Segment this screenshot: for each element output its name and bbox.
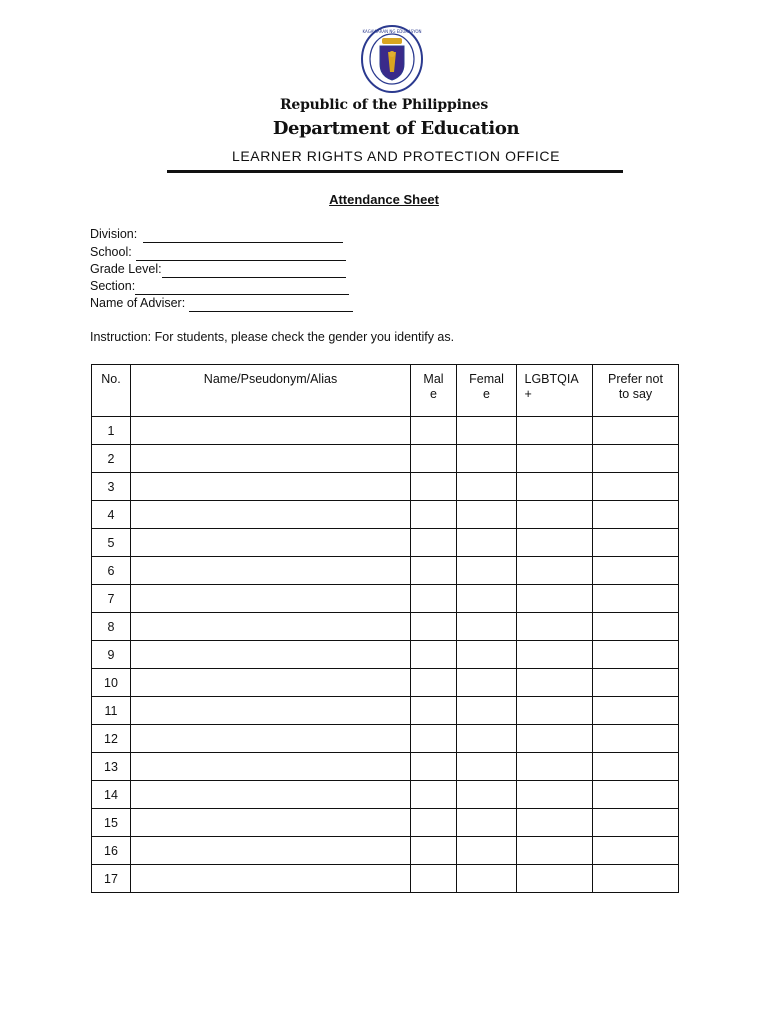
row-number-cell: 4 [92,501,131,529]
row-number-cell: 12 [92,725,131,753]
row-number-cell: 5 [92,529,131,557]
prefer-not-to-say-checkbox-cell[interactable] [593,697,679,725]
deped-seal-icon [360,24,424,94]
prefer-not-to-say-checkbox-cell[interactable] [593,641,679,669]
prefer-not-to-say-checkbox-cell[interactable] [593,781,679,809]
school-blank[interactable] [136,247,346,261]
table-row [92,641,679,669]
grade-level-blank[interactable] [162,264,346,278]
row-number-cell: 16 [92,837,131,865]
row-number-cell: 10 [92,669,131,697]
prefer-not-to-say-checkbox-cell[interactable] [593,865,679,893]
female-checkbox-cell[interactable] [457,641,517,669]
row-number-cell: 3 [92,473,131,501]
prefer-not-to-say-checkbox-cell[interactable] [593,417,679,445]
female-checkbox-cell[interactable] [457,529,517,557]
female-checkbox-cell[interactable] [457,417,517,445]
name-cell[interactable] [131,781,411,809]
row-number-cell: 7 [92,585,131,613]
prefer-not-to-say-checkbox-cell[interactable] [593,669,679,697]
instruction-text: Instruction: For students, please check the gender you identify as. [90,330,455,344]
section-field [90,278,353,295]
row-number-cell: 17 [92,865,131,893]
svg-text:KAGAWARAN NG EDUKASYON: KAGAWARAN NG EDUKASYON [362,29,422,34]
lgbtqia-checkbox-cell[interactable] [517,641,593,669]
row-number-cell: 8 [92,613,131,641]
lgbtqia-checkbox-cell[interactable] [517,781,593,809]
female-checkbox-cell[interactable] [457,725,517,753]
female-checkbox-cell[interactable] [457,753,517,781]
header-prefer-not-to-say: Prefer not to say [593,365,679,417]
division-field [90,226,353,243]
section-blank[interactable] [135,281,349,295]
prefer-not-to-say-checkbox-cell[interactable] [593,445,679,473]
lgbtqia-checkbox-cell[interactable] [517,417,593,445]
name-cell[interactable] [131,529,411,557]
female-checkbox-cell[interactable] [457,445,517,473]
name-cell[interactable] [131,445,411,473]
male-checkbox-cell[interactable] [411,529,457,557]
prefer-not-to-say-checkbox-cell[interactable] [593,501,679,529]
female-checkbox-cell[interactable] [457,473,517,501]
name-cell[interactable] [131,725,411,753]
male-checkbox-cell[interactable] [411,809,457,837]
lgbtqia-checkbox-cell[interactable] [517,613,593,641]
male-checkbox-cell[interactable] [411,641,457,669]
male-checkbox-cell[interactable] [411,865,457,893]
female-checkbox-cell[interactable] [457,613,517,641]
name-cell[interactable] [131,641,411,669]
table-row [92,529,679,557]
table-row [92,501,679,529]
header-male: Male [411,365,457,417]
department-heading: Department of Education [272,118,520,139]
grade-level-label: Grade Level: [90,261,162,276]
lgbtqia-checkbox-cell[interactable] [517,725,593,753]
male-checkbox-cell[interactable] [411,725,457,753]
section-label: Section: [90,279,136,294]
male-checkbox-cell[interactable] [411,473,457,501]
info-fields [90,226,353,312]
name-cell[interactable] [131,669,411,697]
female-checkbox-cell[interactable] [457,669,517,697]
attendance-table [91,364,679,893]
table-row [92,613,679,641]
header-female: Female [457,365,517,417]
female-checkbox-cell[interactable] [457,697,517,725]
lgbtqia-checkbox-cell[interactable] [517,669,593,697]
prefer-not-to-say-checkbox-cell[interactable] [593,753,679,781]
male-checkbox-cell[interactable] [411,613,457,641]
name-cell[interactable] [131,753,411,781]
school-field [90,243,353,260]
female-checkbox-cell[interactable] [457,585,517,613]
male-checkbox-cell[interactable] [411,669,457,697]
row-number-cell: 11 [92,697,131,725]
name-cell[interactable] [131,473,411,501]
grade-level-field [90,261,353,278]
prefer-not-to-say-checkbox-cell[interactable] [593,613,679,641]
female-checkbox-cell[interactable] [457,809,517,837]
lgbtqia-checkbox-cell[interactable] [517,697,593,725]
letterhead-rule [167,170,623,173]
document-title: Attendance Sheet [329,192,439,207]
prefer-not-to-say-checkbox-cell[interactable] [593,585,679,613]
adviser-blank[interactable] [189,298,353,312]
header-name: Name/Pseudonym/Alias [131,365,411,417]
name-cell[interactable] [131,417,411,445]
table-row [92,781,679,809]
republic-heading: Republic of the Philippines [279,97,489,113]
table-row [92,809,679,837]
female-checkbox-cell[interactable] [457,501,517,529]
table-row [92,697,679,725]
row-number-cell: 9 [92,641,131,669]
male-checkbox-cell[interactable] [411,837,457,865]
row-number-cell: 6 [92,557,131,585]
male-checkbox-cell[interactable] [411,781,457,809]
letterhead [0,0,768,180]
row-number-cell: 14 [92,781,131,809]
row-number-cell: 1 [92,417,131,445]
prefer-not-to-say-checkbox-cell[interactable] [593,529,679,557]
name-cell[interactable] [131,697,411,725]
lgbtqia-checkbox-cell[interactable] [517,865,593,893]
lgbtqia-checkbox-cell[interactable] [517,557,593,585]
female-checkbox-cell[interactable] [457,781,517,809]
table-row [92,865,679,893]
prefer-not-to-say-checkbox-cell[interactable] [593,473,679,501]
lgbtqia-checkbox-cell[interactable] [517,753,593,781]
table-body [92,417,679,893]
table-row [92,725,679,753]
table-row [92,585,679,613]
lgbtqia-checkbox-cell[interactable] [517,501,593,529]
lgbtqia-checkbox-cell[interactable] [517,473,593,501]
lgbtqia-checkbox-cell[interactable] [517,529,593,557]
prefer-not-to-say-checkbox-cell[interactable] [593,809,679,837]
name-cell[interactable] [131,865,411,893]
name-cell[interactable] [131,809,411,837]
school-label: School: [90,244,132,259]
female-checkbox-cell[interactable] [457,837,517,865]
lgbtqia-checkbox-cell[interactable] [517,837,593,865]
division-blank[interactable] [143,229,343,243]
female-checkbox-cell[interactable] [457,557,517,585]
male-checkbox-cell[interactable] [411,501,457,529]
table-row [92,417,679,445]
male-checkbox-cell[interactable] [411,753,457,781]
name-cell[interactable] [131,557,411,585]
lgbtqia-checkbox-cell[interactable] [517,809,593,837]
prefer-not-to-say-checkbox-cell[interactable] [593,557,679,585]
lgbtqia-checkbox-cell[interactable] [517,445,593,473]
name-cell[interactable] [131,613,411,641]
lgbtqia-checkbox-cell[interactable] [517,585,593,613]
prefer-not-to-say-checkbox-cell[interactable] [593,837,679,865]
name-cell[interactable] [131,837,411,865]
office-heading: LEARNER RIGHTS AND PROTECTION OFFICE [231,148,561,164]
adviser-field [90,295,353,312]
male-checkbox-cell[interactable] [411,585,457,613]
name-cell[interactable] [131,501,411,529]
header-no: No. [92,365,131,417]
male-checkbox-cell[interactable] [411,445,457,473]
row-number-cell: 15 [92,809,131,837]
name-cell[interactable] [131,585,411,613]
table-row [92,473,679,501]
prefer-not-to-say-checkbox-cell[interactable] [593,725,679,753]
table-row [92,669,679,697]
adviser-label: Name of Adviser: [90,296,186,311]
table-row [92,557,679,585]
male-checkbox-cell[interactable] [411,557,457,585]
table-header-row [92,365,679,417]
male-checkbox-cell[interactable] [411,417,457,445]
female-checkbox-cell[interactable] [457,865,517,893]
row-number-cell: 13 [92,753,131,781]
male-checkbox-cell[interactable] [411,697,457,725]
row-number-cell: 2 [92,445,131,473]
table-row [92,753,679,781]
table-row [92,445,679,473]
table-row [92,837,679,865]
header-lgbtqia: LGBTQIA+ [517,365,593,417]
division-label: Division: [90,227,138,242]
